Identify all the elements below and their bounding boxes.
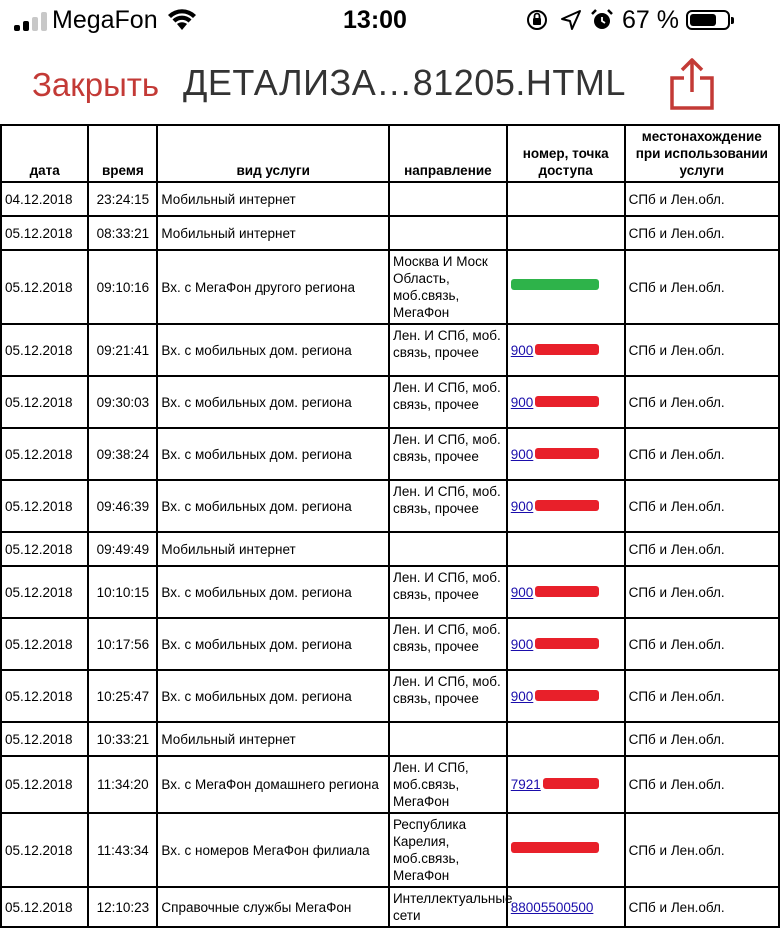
cell-time xyxy=(88,480,157,532)
cell-time-text: 10:17:56 xyxy=(96,636,150,652)
cell-location-text: СПб и Лен.обл. xyxy=(628,342,725,358)
cell-date-text: 04.12.2018 xyxy=(5,191,73,207)
phone-number-link[interactable]: 900 xyxy=(511,342,595,359)
table-row xyxy=(1,250,779,324)
status-bar xyxy=(0,0,750,42)
header-time: время xyxy=(88,125,157,182)
cell-location xyxy=(625,182,779,216)
cell-date xyxy=(1,428,88,480)
cell-service xyxy=(157,376,389,428)
cell-date-text: 05.12.2018 xyxy=(5,342,73,358)
cell-location-text: СПб и Лен.обл. xyxy=(628,731,725,747)
orientation-lock-icon xyxy=(526,8,548,32)
cell-time xyxy=(88,618,157,670)
cell-time xyxy=(88,670,157,722)
cell-service-text: Мобильный интернет xyxy=(161,541,296,557)
cell-number xyxy=(507,887,625,927)
redaction-mark xyxy=(535,638,599,649)
cell-direction xyxy=(389,813,507,887)
cell-service-text: Вх. с МегаФон другого региона xyxy=(161,279,355,295)
cell-service-text: Вх. с мобильных дом. региона xyxy=(161,688,352,704)
close-button[interactable]: Закрыть xyxy=(32,66,160,103)
cell-service-text: Вх. с мобильных дом. региона xyxy=(161,584,352,600)
table-row xyxy=(1,887,779,927)
carrier-name: MegaFon xyxy=(52,6,158,34)
table-row xyxy=(1,670,779,722)
cell-location xyxy=(625,428,779,480)
document-title: ДЕТАЛИЗА…81205.HTML xyxy=(183,62,626,103)
table-row xyxy=(1,566,779,618)
cell-date xyxy=(1,756,88,813)
cell-date xyxy=(1,618,88,670)
table-row xyxy=(1,324,779,376)
cell-location-text: СПб и Лен.обл. xyxy=(628,394,725,410)
redaction-mark xyxy=(535,500,599,511)
cell-time-text: 09:38:24 xyxy=(96,446,150,462)
cell-date-text: 05.12.2018 xyxy=(5,394,73,410)
cell-date-text: 05.12.2018 xyxy=(5,777,73,792)
cell-time xyxy=(88,324,157,376)
cell-location-text: СПб и Лен.обл. xyxy=(628,498,725,514)
cell-service xyxy=(157,182,389,216)
cell-location xyxy=(625,250,779,324)
cell-time xyxy=(88,216,157,250)
table-header-row xyxy=(1,125,779,182)
cell-service-text: Мобильный интернет xyxy=(161,731,296,747)
cell-date xyxy=(1,887,88,927)
cell-direction xyxy=(389,216,507,250)
table-row xyxy=(1,428,779,480)
phone-number-link[interactable]: 7921 xyxy=(511,776,595,793)
cell-direction xyxy=(389,722,507,756)
cell-time xyxy=(88,722,157,756)
cell-time-text: 09:49:49 xyxy=(96,541,150,557)
cell-location-text: СПб и Лен.обл. xyxy=(628,636,725,652)
cell-direction xyxy=(389,182,507,216)
phone-number-link[interactable]: 900 xyxy=(511,636,595,653)
cell-service xyxy=(157,250,389,324)
cell-date-text: 05.12.2018 xyxy=(5,541,73,557)
cell-number xyxy=(507,722,625,756)
cell-date xyxy=(1,376,88,428)
battery-percent: 67 % xyxy=(622,6,679,34)
cell-time xyxy=(88,376,157,428)
table-row xyxy=(1,532,779,566)
cell-service xyxy=(157,532,389,566)
cell-location-text: СПб и Лен.обл. xyxy=(628,191,725,207)
cell-date-text: 05.12.2018 xyxy=(5,842,73,858)
nav-bar xyxy=(0,42,750,124)
cell-number xyxy=(507,480,625,532)
table-row xyxy=(1,182,779,216)
cell-date-text: 05.12.2018 xyxy=(5,731,73,747)
phone-number-link[interactable]: 900 xyxy=(511,584,595,601)
table-row xyxy=(1,618,779,670)
cell-number xyxy=(507,670,625,722)
cell-time xyxy=(88,756,157,813)
cell-date-text: 05.12.2018 xyxy=(5,225,73,241)
redaction-mark xyxy=(511,842,599,853)
cell-number xyxy=(507,756,625,813)
cell-service xyxy=(157,887,389,927)
cell-direction-text: Лен. И СПб, моб. связь, прочее xyxy=(392,432,501,464)
redaction-mark xyxy=(535,586,599,597)
table-row xyxy=(1,376,779,428)
phone-number-link[interactable]: 900 xyxy=(511,688,595,705)
cell-location-text: СПб и Лен.обл. xyxy=(628,899,725,915)
cell-date xyxy=(1,250,88,324)
cell-location xyxy=(625,670,779,722)
clock: 13:00 xyxy=(343,6,407,34)
header-service: вид услуги xyxy=(157,125,389,182)
cell-time-text: 11:43:34 xyxy=(97,842,149,858)
cell-service-text: Справочные службы МегаФон xyxy=(161,899,352,915)
redaction-mark xyxy=(535,690,599,701)
cell-service-text: Вх. с номеров МегаФон филиала xyxy=(161,842,370,858)
table-row xyxy=(1,216,779,250)
cell-location-text: СПб и Лен.обл. xyxy=(628,584,725,600)
cell-service xyxy=(157,324,389,376)
cell-number xyxy=(507,428,625,480)
cell-direction-text: Москва И Моск Область, моб.связь, МегаФон xyxy=(392,254,488,320)
cell-location xyxy=(625,813,779,887)
cell-service-text: Вх. с МегаФон домашнего региона xyxy=(161,777,379,792)
phone-number-link[interactable]: 88005500500 xyxy=(510,899,594,915)
cell-service xyxy=(157,756,389,813)
cell-location xyxy=(625,216,779,250)
cell-service xyxy=(157,428,389,480)
cell-location-text: СПб и Лен.обл. xyxy=(628,842,725,858)
cell-service xyxy=(157,480,389,532)
cell-number xyxy=(507,532,625,566)
cell-service-text: Мобильный интернет xyxy=(161,191,296,207)
cell-location-text: СПб и Лен.обл. xyxy=(628,541,725,557)
cell-direction-text: Лен. И СПб, моб. связь, прочее xyxy=(392,622,501,654)
cell-time xyxy=(88,887,157,927)
cell-time-text: 10:10:15 xyxy=(96,584,150,600)
phone-number-link[interactable]: 900 xyxy=(511,446,595,463)
cell-time xyxy=(88,532,157,566)
header-direction: направление xyxy=(389,125,507,182)
cell-service xyxy=(157,722,389,756)
cell-number xyxy=(507,250,625,324)
cell-location xyxy=(625,324,779,376)
cell-service-text: Мобильный интернет xyxy=(161,225,296,241)
cell-time xyxy=(88,250,157,324)
cell-date xyxy=(1,324,88,376)
cell-direction-text: Лен. И СПб, моб. связь, прочее xyxy=(392,674,501,706)
cell-direction-text: Лен. И СПб, моб. связь, прочее xyxy=(392,328,501,360)
cell-direction xyxy=(389,887,513,927)
cell-date-text: 05.12.2018 xyxy=(5,636,73,652)
cell-location xyxy=(625,376,779,428)
phone-number-link[interactable]: 900 xyxy=(511,498,595,515)
cell-service-text: Вх. с мобильных дом. региона xyxy=(161,394,352,410)
phone-number-link[interactable]: 900 xyxy=(511,394,595,411)
cell-location xyxy=(625,480,779,532)
cell-location-text: СПб и Лен.обл. xyxy=(628,225,725,241)
header-location: местонахождение при использовании услуги xyxy=(625,125,779,182)
cell-location-text: СПб и Лен.обл. xyxy=(628,688,725,704)
cell-time-text: 10:25:47 xyxy=(96,688,150,704)
cell-time-text: 09:30:03 xyxy=(96,394,150,410)
cell-number xyxy=(507,216,625,250)
cell-service xyxy=(157,813,389,887)
redaction-mark xyxy=(535,396,599,407)
cell-direction xyxy=(389,376,507,428)
cell-number xyxy=(507,618,625,670)
cell-number xyxy=(507,566,625,618)
phone-number-link[interactable] xyxy=(511,277,595,294)
cell-direction xyxy=(389,532,507,566)
table-row xyxy=(1,480,779,532)
cell-direction xyxy=(389,566,507,618)
cell-date-text: 05.12.2018 xyxy=(5,279,73,295)
cell-time-text: 11:34:20 xyxy=(97,777,149,792)
cell-date-text: 05.12.2018 xyxy=(5,899,73,915)
cell-service xyxy=(157,618,389,670)
cell-date xyxy=(1,532,88,566)
battery-icon xyxy=(686,10,730,30)
cell-direction xyxy=(389,428,507,480)
cell-date-text: 05.12.2018 xyxy=(5,584,73,600)
cell-date xyxy=(1,813,88,887)
cell-direction-text: Лен. И СПб, моб. связь, прочее xyxy=(392,380,501,412)
call-detail-table xyxy=(0,124,780,928)
cell-service-text: Вх. с мобильных дом. региона xyxy=(161,446,352,462)
cell-date-text: 05.12.2018 xyxy=(5,446,73,462)
cell-location xyxy=(625,887,779,927)
cell-service-text: Вх. с мобильных дом. региона xyxy=(161,636,352,652)
alarm-icon xyxy=(590,8,614,32)
location-icon xyxy=(560,8,582,32)
cell-time-text: 09:46:39 xyxy=(96,498,150,514)
cell-date-text: 05.12.2018 xyxy=(5,498,73,514)
cell-location-text: СПб и Лен.обл. xyxy=(628,446,725,462)
cell-date xyxy=(1,566,88,618)
cell-date xyxy=(1,670,88,722)
cell-time-text: 08:33:21 xyxy=(96,225,150,241)
cell-direction-text: Лен. И СПб, моб. связь, прочее xyxy=(392,484,501,516)
cell-direction xyxy=(389,324,507,376)
phone-number-link[interactable] xyxy=(511,840,595,857)
cell-direction xyxy=(389,756,507,813)
cell-number xyxy=(507,813,625,887)
cell-direction xyxy=(389,480,507,532)
cell-direction xyxy=(389,618,507,670)
cell-time xyxy=(88,428,157,480)
redaction-mark xyxy=(511,279,599,290)
header-number: номер, точка доступа xyxy=(507,125,625,182)
cell-date xyxy=(1,722,88,756)
share-icon[interactable] xyxy=(664,56,720,112)
cell-direction xyxy=(389,250,507,324)
table-row xyxy=(1,756,779,813)
detail-table-viewport[interactable] xyxy=(0,124,768,923)
cell-time-text: 09:10:16 xyxy=(96,279,150,295)
cell-direction-text: Лен. И СПб, моб. связь, прочее xyxy=(392,570,501,602)
redaction-mark xyxy=(543,778,599,789)
cell-direction-text: Интеллектуальные сети xyxy=(392,891,513,923)
header-date: дата xyxy=(1,125,88,182)
cell-service xyxy=(157,566,389,618)
cell-date xyxy=(1,216,88,250)
cell-service-text: Вх. с мобильных дом. региона xyxy=(161,342,352,358)
cell-number xyxy=(507,182,625,216)
cell-location-text: СПб и Лен.обл. xyxy=(628,279,725,295)
cell-number xyxy=(507,324,625,376)
cell-time-text: 10:33:21 xyxy=(96,731,150,747)
cell-location xyxy=(625,756,779,813)
cell-time-text: 23:24:15 xyxy=(96,191,150,207)
table-row xyxy=(1,722,779,756)
cell-direction-text: Лен. И СПб, моб.связь, МегаФон xyxy=(392,760,469,809)
cell-service xyxy=(157,670,389,722)
cell-location xyxy=(625,618,779,670)
cell-location xyxy=(625,532,779,566)
cell-direction-text: Республика Карелия, моб.связь, МегаФон xyxy=(392,817,467,883)
cell-date xyxy=(1,182,88,216)
redaction-mark xyxy=(535,344,599,355)
cell-time xyxy=(88,182,157,216)
cell-time xyxy=(88,566,157,618)
redaction-mark xyxy=(535,448,599,459)
cell-location-text: СПб и Лен.обл. xyxy=(628,777,725,792)
cell-time xyxy=(88,813,157,887)
cell-direction xyxy=(389,670,507,722)
cell-time-text: 09:21:41 xyxy=(96,342,150,358)
cell-date-text: 05.12.2018 xyxy=(5,688,73,704)
table-row xyxy=(1,813,779,887)
cell-service xyxy=(157,216,389,250)
cell-date xyxy=(1,480,88,532)
cell-location xyxy=(625,566,779,618)
cell-service-text: Вх. с мобильных дом. региона xyxy=(161,498,352,514)
cell-number xyxy=(507,376,625,428)
cell-time-text: 12:10:23 xyxy=(96,899,150,915)
cell-location xyxy=(625,722,779,756)
